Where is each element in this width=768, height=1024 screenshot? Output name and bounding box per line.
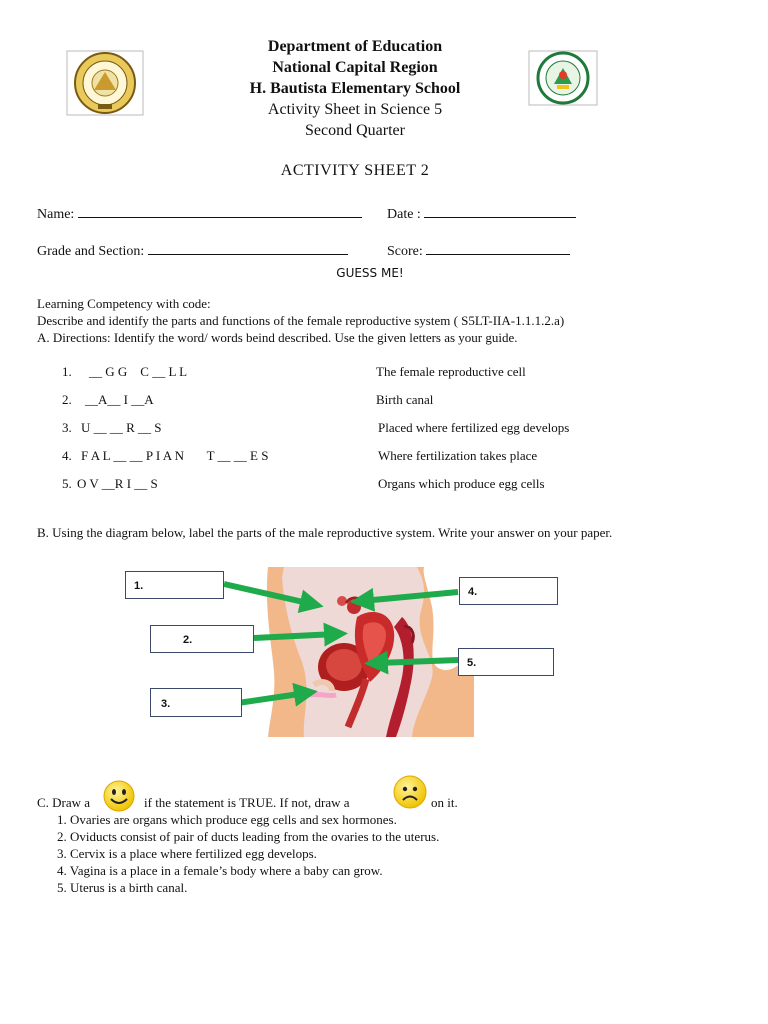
score-label: Score: (387, 244, 423, 259)
header-department: Department of Education (267, 38, 443, 55)
item-puzzle: U __ __ R __ S (81, 420, 162, 435)
label-number: 4. (468, 586, 478, 598)
header-school: H. Bautista Elementary School (249, 80, 461, 97)
section-c-intro-a: C. Draw a (37, 795, 91, 810)
label-number: 3. (161, 698, 171, 710)
name-label: Name: (37, 207, 75, 222)
arrow-3 (238, 693, 306, 703)
header-region: National Capital Region (272, 59, 438, 76)
arrow-2 (254, 634, 336, 638)
item-puzzle: F A L __ __ P I A N T __ __ E S (81, 448, 269, 463)
item-description: Where fertilization takes place (378, 448, 538, 463)
page-title: ACTIVITY SHEET 2 (280, 162, 430, 179)
list-item: 4. Vagina is a place in a female’s body where a baby can grow. (57, 863, 383, 878)
section-b-directions: B. Using the diagram below, label the parts of the male reproductive system. Write your answer on your paper. (37, 525, 613, 540)
arrow-4 (362, 592, 458, 601)
label-box-3[interactable] (150, 688, 242, 717)
item-description: Birth canal (376, 392, 434, 407)
arrow-1 (224, 584, 312, 604)
competency-text: Describe and identify the parts and functions of the female reproductive system ( S5LT-IIA-1.1.1.2.a) (37, 313, 565, 328)
item-description: Placed where fertilized egg develops (378, 420, 570, 435)
item-puzzle: __A__ I __A (85, 392, 154, 407)
label-box-2[interactable] (150, 625, 254, 653)
sad-face-icon (393, 775, 427, 814)
item-number: 5. (62, 476, 72, 491)
grade-label: Grade and Section: (37, 244, 145, 259)
header-subject: Activity Sheet in Science 5 (267, 101, 443, 118)
item-description: Organs which produce egg cells (378, 476, 545, 491)
section-c-intro-b: if the statement is TRUE. If not, draw a (144, 795, 350, 810)
item-puzzle: O V __R I __ S (77, 476, 158, 491)
section-c-intro-c: on it. (431, 795, 458, 810)
label-box-5[interactable] (458, 648, 554, 676)
label-number: 5. (467, 657, 477, 669)
directions-a: A. Directions: Identify the word/ words beind described. Use the given letters as your guide. (37, 330, 518, 345)
item-number: 1. (62, 364, 72, 379)
arrow-5 (376, 660, 458, 663)
list-item: 1. Ovaries are organs which produce egg cells and sex hormones. (57, 812, 397, 827)
date-label: Date : (387, 207, 421, 222)
list-item: 2. Oviducts consist of pair of ducts leading from the ovaries to the uterus. (57, 829, 440, 844)
competency-label: Learning Competency with code: (37, 296, 211, 311)
list-item: 3. Cervix is a place where fertilized egg develops. (57, 846, 317, 861)
item-puzzle: __ G G C __ L L (89, 364, 188, 379)
label-number: 2. (183, 634, 193, 646)
list-item: 5. Uterus is a birth canal. (57, 880, 188, 895)
section-title: GUESS ME! (336, 266, 404, 280)
item-number: 2. (62, 392, 72, 407)
label-box-1[interactable] (125, 571, 224, 599)
item-description: The female reproductive cell (376, 364, 526, 379)
item-number: 3. (62, 420, 72, 435)
label-number: 1. (134, 580, 144, 592)
item-number: 4. (62, 448, 72, 463)
header-quarter: Second Quarter (305, 122, 405, 139)
section-c-list (57, 811, 439, 896)
label-box-4[interactable] (459, 577, 558, 605)
